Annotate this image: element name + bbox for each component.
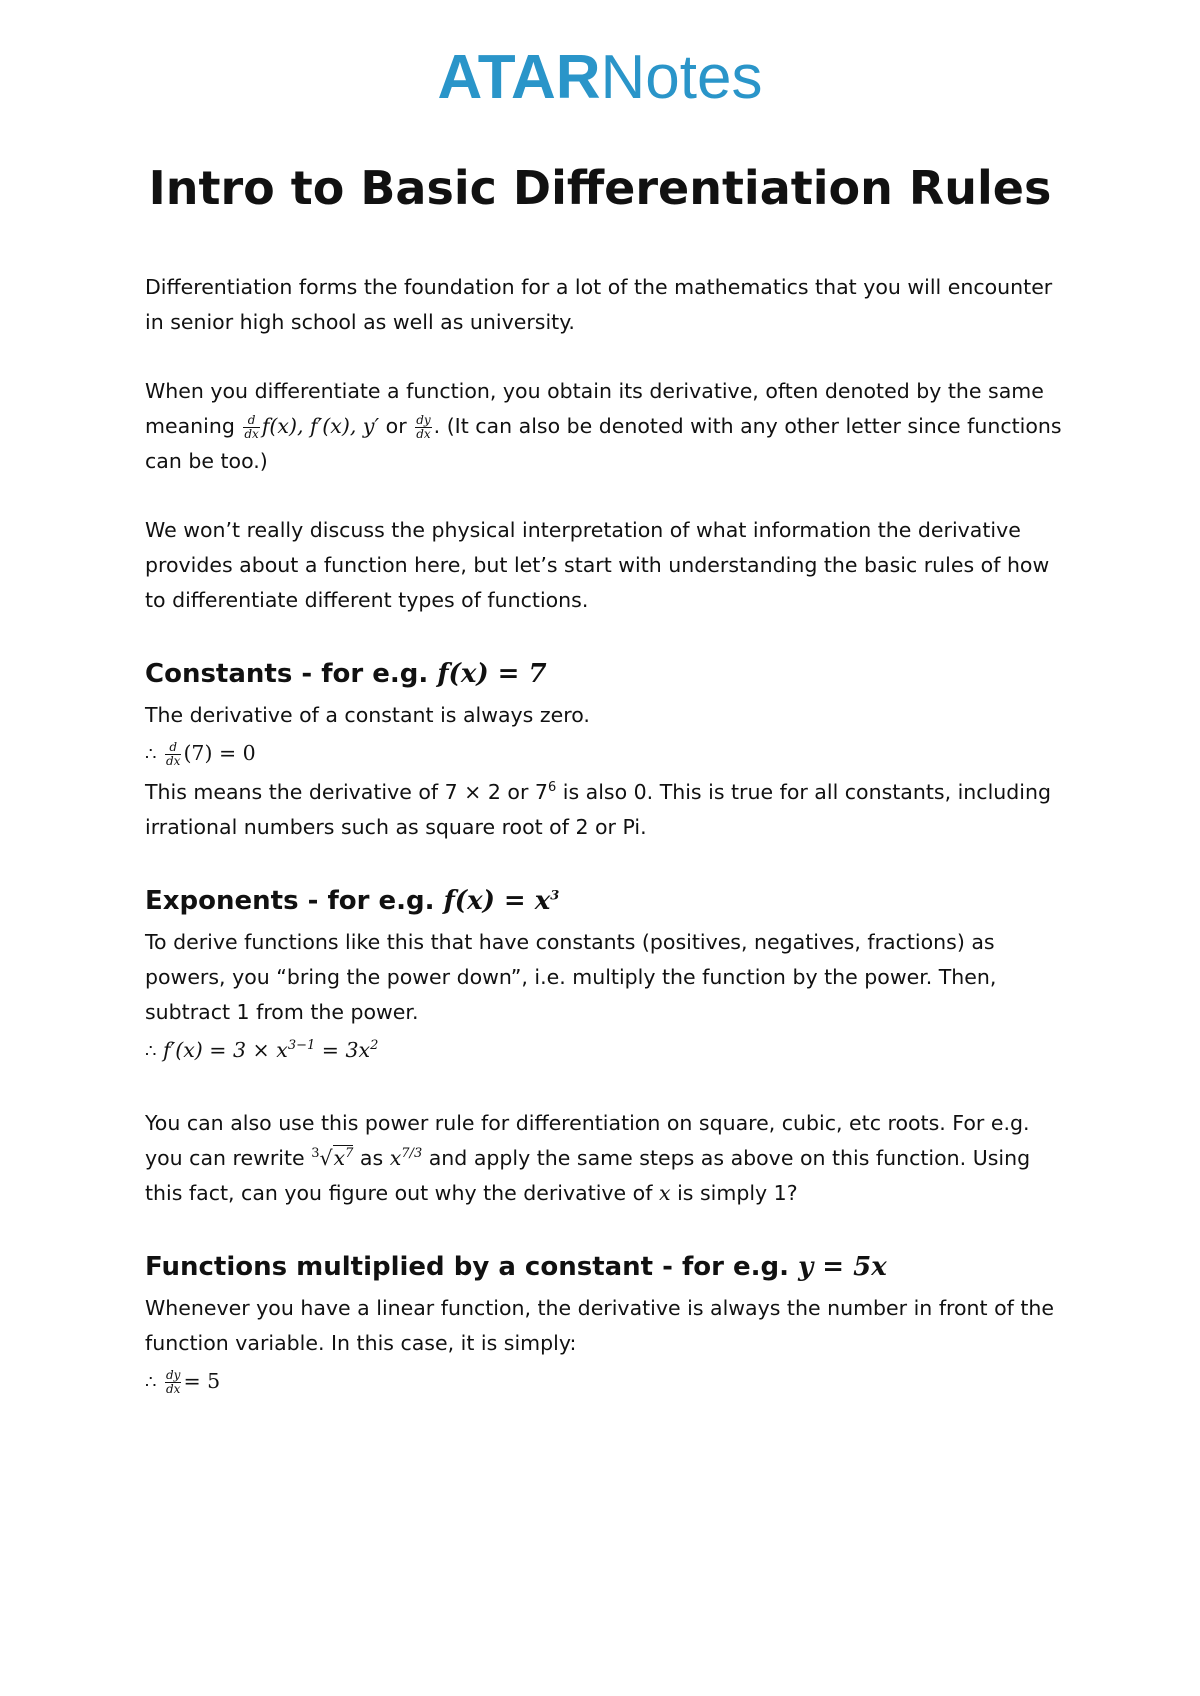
notation-fx: f(x), (261, 414, 304, 438)
constants-line-2: This means the derivative of 7 × 2 or $7^6$ is also 0. This is true for all constants, including irrational numbers such as square root of 2 or Pi. (145, 780, 1051, 839)
cube-root-expression: $^3√x^7$ (311, 1146, 354, 1170)
document-body (145, 270, 1070, 1403)
intro-p2-start: When you differentiate a function, you obtain its derivative, often denoted by the same meaning (145, 379, 1044, 438)
exponents-heading-math: $f(x) = x^3$ (443, 886, 560, 916)
notation-yprime: y′ (362, 414, 380, 438)
fraction-d-dx-2: $\frac{d}{dx}$ (165, 739, 181, 768)
multiplied-line-1: Whenever you have a linear function, the derivative is always the number in front of the function variable. In this case, it is simply: (145, 1296, 1055, 1355)
fraction-d-dx: $\frac{d}{dx}$ (244, 412, 259, 441)
constants-heading: Constants - for e.g. f(x) = 7 (145, 659, 547, 689)
intro-p2-end: . (It can also be denoted with any other letter since functions can be too.) (145, 414, 1062, 473)
power-expression: $x^{7/3}$ (389, 1146, 423, 1170)
multiplied-equation: ∴ $\frac{dy}{dx}$ = 5 (145, 1367, 221, 1396)
logo-light: Notes (600, 43, 763, 112)
notation-fprime: f′(x), (310, 414, 357, 438)
exponents-equation: ∴ $f'(x) = 3 \times x^{3-1} = 3x^2$ (145, 1038, 379, 1062)
intro-paragraph-3: We won’t really discuss the physical interpretation of what information the derivative provides about a function here, but let’s start with understanding the basic rules of how to differentiate different types of functions. (145, 518, 1050, 612)
intro-paragraph-2 (145, 374, 1070, 479)
constants-equation: ∴ $\frac{d}{dx}$ (7) = 0 (145, 739, 256, 768)
logo-bold: ATAR (437, 43, 601, 112)
multiplied-heading-math: y = 5x (798, 1252, 887, 1282)
intro-or: or (385, 414, 407, 438)
atarnotes-logo (0, 42, 1200, 114)
multiplied-heading: Functions multiplied by a constant - for e.g. y = 5x (145, 1252, 887, 1282)
constants-heading-math: f(x) = 7 (437, 659, 547, 689)
exponents-line-1: To derive functions like this that have constants (positives, negatives, fractions) as powers, you “bring the power down”, i.e. multiply the function by the power. Then, subtract 1 from the power. (145, 930, 997, 1024)
fraction-dy-dx: $\frac{dy}{dx}$ (416, 412, 431, 441)
intro-paragraph-1: Differentiation forms the foundation for a lot of the mathematics that you will encounter in senior high school as well as university. (145, 275, 1053, 334)
fraction-dy-dx-2: $\frac{dy}{dx}$ (165, 1367, 181, 1396)
exponents-heading: Exponents - for e.g. $f(x) = x^3$ (145, 886, 560, 916)
constants-line-1: The derivative of a constant is always zero. (145, 703, 590, 727)
exponents-line-2: You can also use this power rule for differentiation on square, cubic, etc roots. For e.g. you can rewrite $^3√x^7$ as $x^{7/3}$ and apply the same steps as above on this function. Using this fact, can you figure out why the derivative of x is simply 1? (145, 1111, 1031, 1205)
page-title: Intro to Basic Differentiation Rules (148, 161, 1052, 215)
